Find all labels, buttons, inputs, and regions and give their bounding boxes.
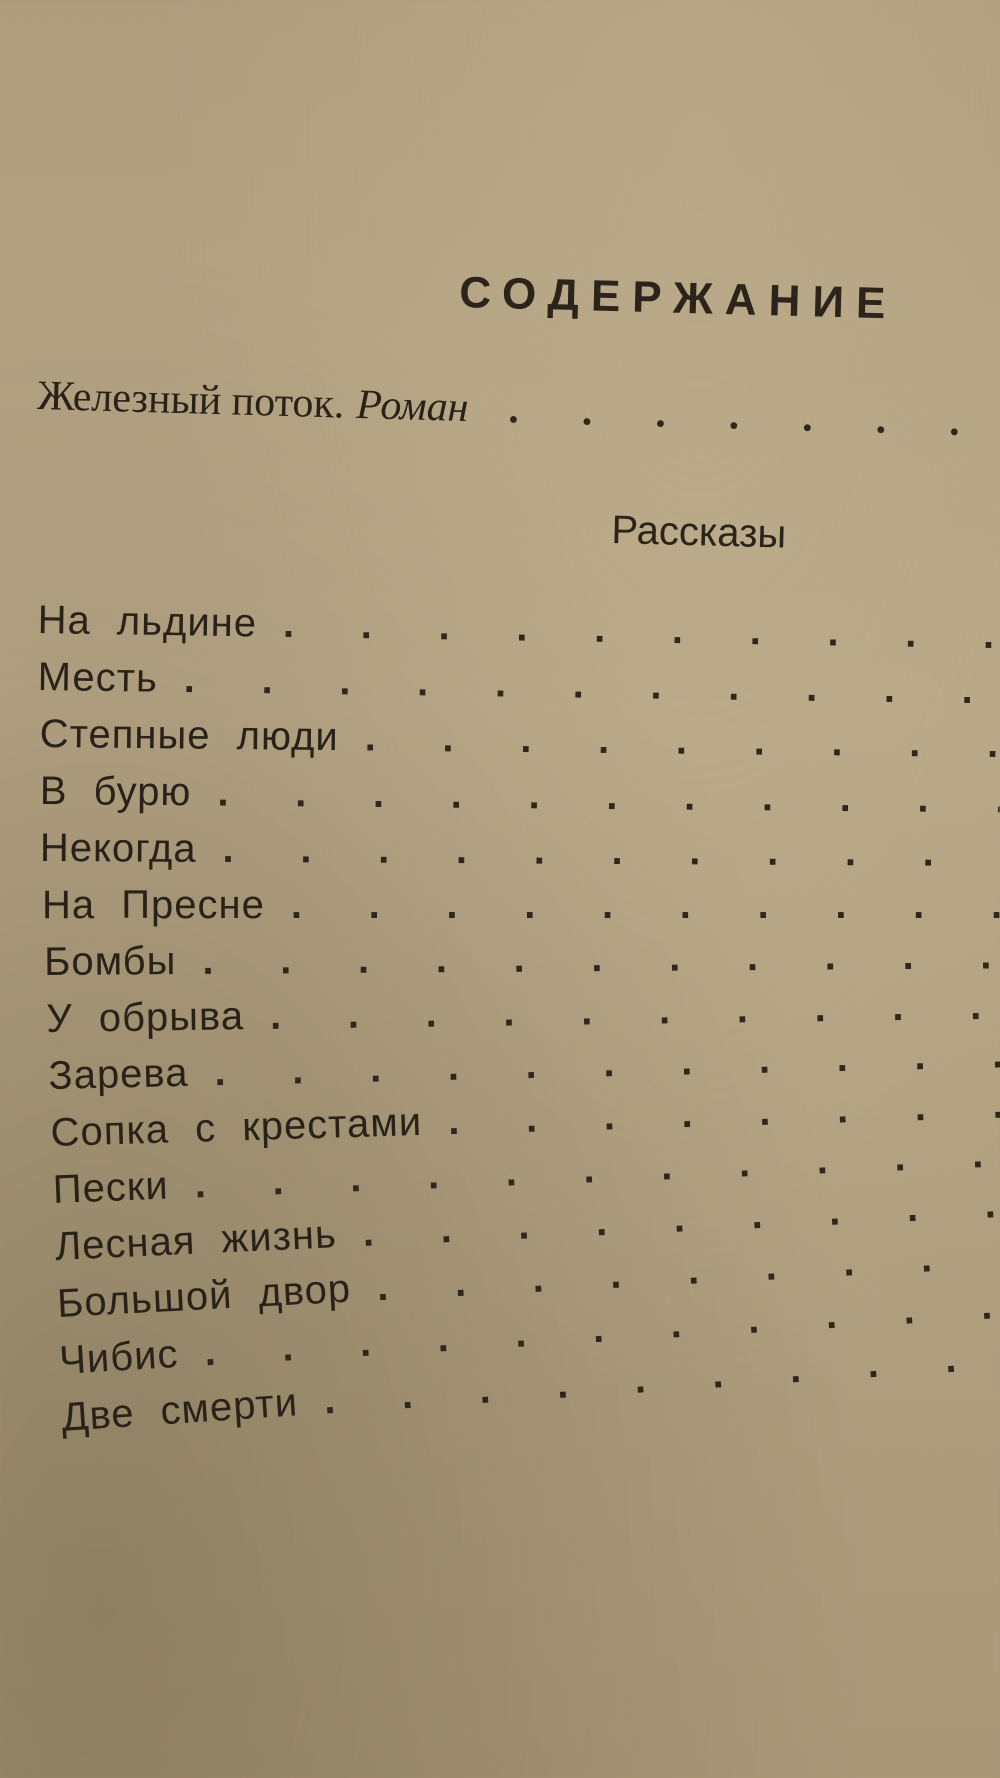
dot-leader [365, 715, 1000, 767]
dot-leader [508, 385, 998, 447]
story-title: Некогда [39, 826, 197, 871]
story-title: На льдине [37, 598, 258, 646]
stories-heading: Рассказы [610, 508, 787, 557]
dot-leader [270, 984, 1000, 1039]
dot-leader [202, 933, 1000, 984]
story-title: Пески [52, 1163, 170, 1212]
dot-leader [217, 771, 1000, 823]
toc-entry [40, 826, 1000, 888]
dot-leader [283, 602, 998, 658]
dot-leader [291, 883, 1000, 928]
story-title: Бомбы [44, 939, 177, 984]
story-title: У обрыва [46, 994, 245, 1041]
story-title: Две смерти [60, 1380, 300, 1440]
story-title: Зарева [48, 1050, 189, 1098]
toc-entry [39, 712, 1000, 779]
contents-title: СОДЕРЖАНИЕ [458, 268, 898, 329]
story-title: В бурю [39, 769, 192, 815]
dot-leader [222, 827, 1000, 876]
toc-entry [42, 883, 1000, 940]
story-title: Сопка с крестами [50, 1099, 423, 1155]
story-title: Чибис [58, 1331, 180, 1383]
story-title: Лесная жизнь [54, 1212, 338, 1269]
toc-entry [40, 769, 1000, 834]
story-title: Месть [37, 655, 159, 701]
stories-list [37, 598, 1000, 1453]
novel-genre: Роман [355, 381, 470, 432]
story-title: На Пресне [42, 883, 265, 927]
story-title: Большой двор [56, 1266, 353, 1326]
novel-title: Железный поток. [36, 372, 346, 428]
story-title: Степные люди [39, 712, 339, 760]
toc-entry-novel [37, 372, 998, 447]
